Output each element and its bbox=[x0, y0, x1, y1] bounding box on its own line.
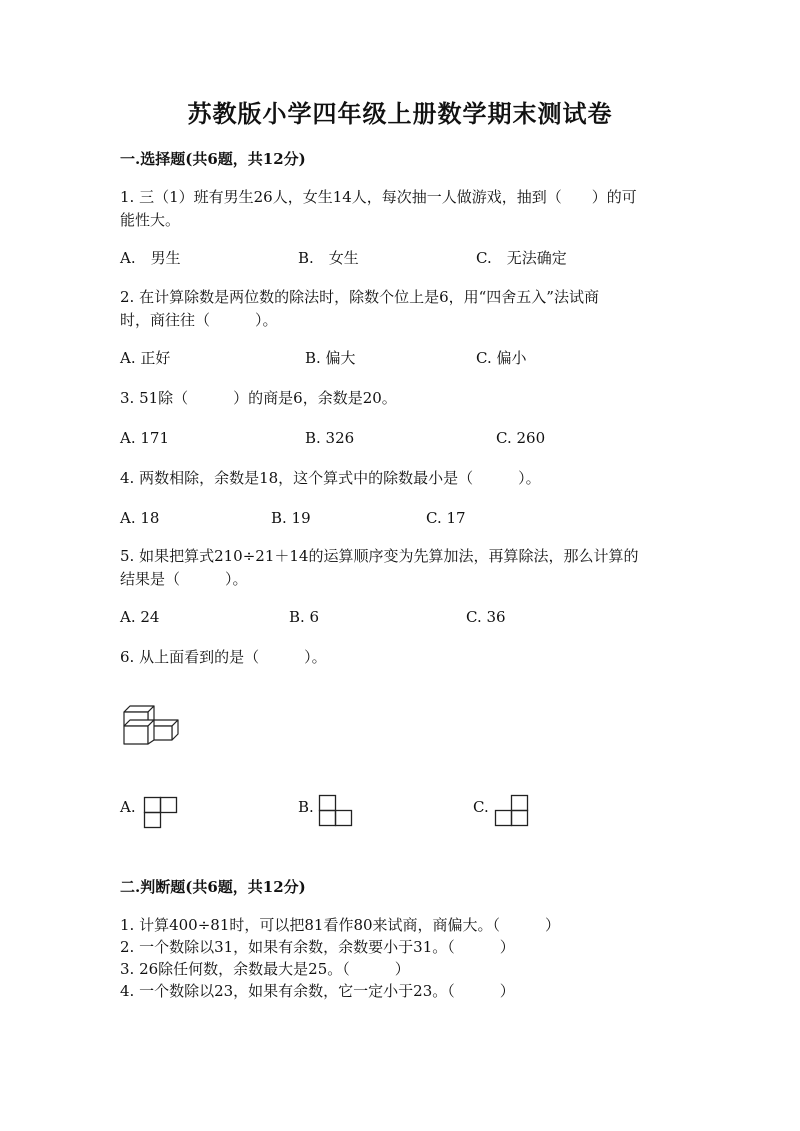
question-5-line-2: 结果是（ ）。 bbox=[120, 570, 248, 588]
question-3-option-c: C. 260 bbox=[496, 429, 546, 447]
question-2-line-2: 时，商往往（ ）。 bbox=[120, 311, 278, 329]
option-b-grid-figure bbox=[318, 794, 354, 828]
judgement-item-1: 1. 计算400÷81时，可以把81看作80来试商，商偏大。（ ） bbox=[120, 916, 561, 934]
question-4-option-c: C. 17 bbox=[426, 509, 466, 527]
question-2-option-c: C. 偏小 bbox=[476, 349, 527, 367]
section-1-heading: 一.选择题(共6题，共12分) bbox=[120, 150, 306, 168]
question-3-line-1: 3. 51除（ ）的商是6，余数是20。 bbox=[120, 389, 397, 407]
question-5-line-1: 5. 如果把算式210÷21＋14的运算顺序变为先算加法，再算除法，那么计算的 bbox=[120, 547, 639, 565]
question-5-option-c: C. 36 bbox=[466, 608, 506, 626]
question-6-line-1: 6. 从上面看到的是（ ）。 bbox=[120, 648, 327, 666]
judgement-item-4: 4. 一个数除以23，如果有余数，它一定小于23。（ ） bbox=[120, 982, 515, 1000]
question-4-option-a: A. 18 bbox=[120, 509, 160, 527]
question-1-line-2: 能性大。 bbox=[120, 211, 181, 229]
question-2-option-b: B. 偏大 bbox=[305, 349, 356, 367]
judgement-item-3: 3. 26除任何数，余数最大是25。（ ） bbox=[120, 960, 410, 978]
option-c-grid-figure bbox=[494, 794, 530, 828]
question-2-line-1: 2. 在计算除数是两位数的除法时，除数个位上是6，用“四舍五入”法试商 bbox=[120, 288, 599, 306]
question-5-option-a: A. 24 bbox=[120, 608, 160, 626]
option-a-grid-figure bbox=[143, 796, 179, 830]
question-3-option-b: B. 326 bbox=[305, 429, 355, 447]
question-1-option-b: B. 女生 bbox=[298, 249, 359, 267]
question-6-option-a: A. bbox=[120, 798, 136, 816]
judgement-item-2: 2. 一个数除以31，如果有余数，余数要小于31。（ ） bbox=[120, 938, 515, 956]
question-6-option-b: B. bbox=[298, 798, 314, 816]
question-1-option-c: C. 无法确定 bbox=[476, 249, 567, 267]
section-2-heading: 二.判断题(共6题，共12分) bbox=[120, 878, 306, 896]
question-1-line-1: 1. 三（1）班有男生26人，女生14人，每次抽一人做游戏，抽到（ ）的可 bbox=[120, 188, 637, 206]
question-1-option-a: A. 男生 bbox=[120, 249, 181, 267]
question-6-option-c: C. bbox=[473, 798, 489, 816]
question-3-option-a: A. 171 bbox=[120, 429, 169, 447]
question-4-option-b: B. 19 bbox=[271, 509, 311, 527]
cube-stack-figure bbox=[120, 700, 182, 750]
question-5-option-b: B. 6 bbox=[289, 608, 320, 626]
page-title: 苏教版小学四年级上册数学期末测试卷 bbox=[187, 99, 613, 128]
question-2-option-a: A. 正好 bbox=[120, 349, 171, 367]
question-4-line-1: 4. 两数相除，余数是18，这个算式中的除数最小是（ ）。 bbox=[120, 469, 541, 487]
